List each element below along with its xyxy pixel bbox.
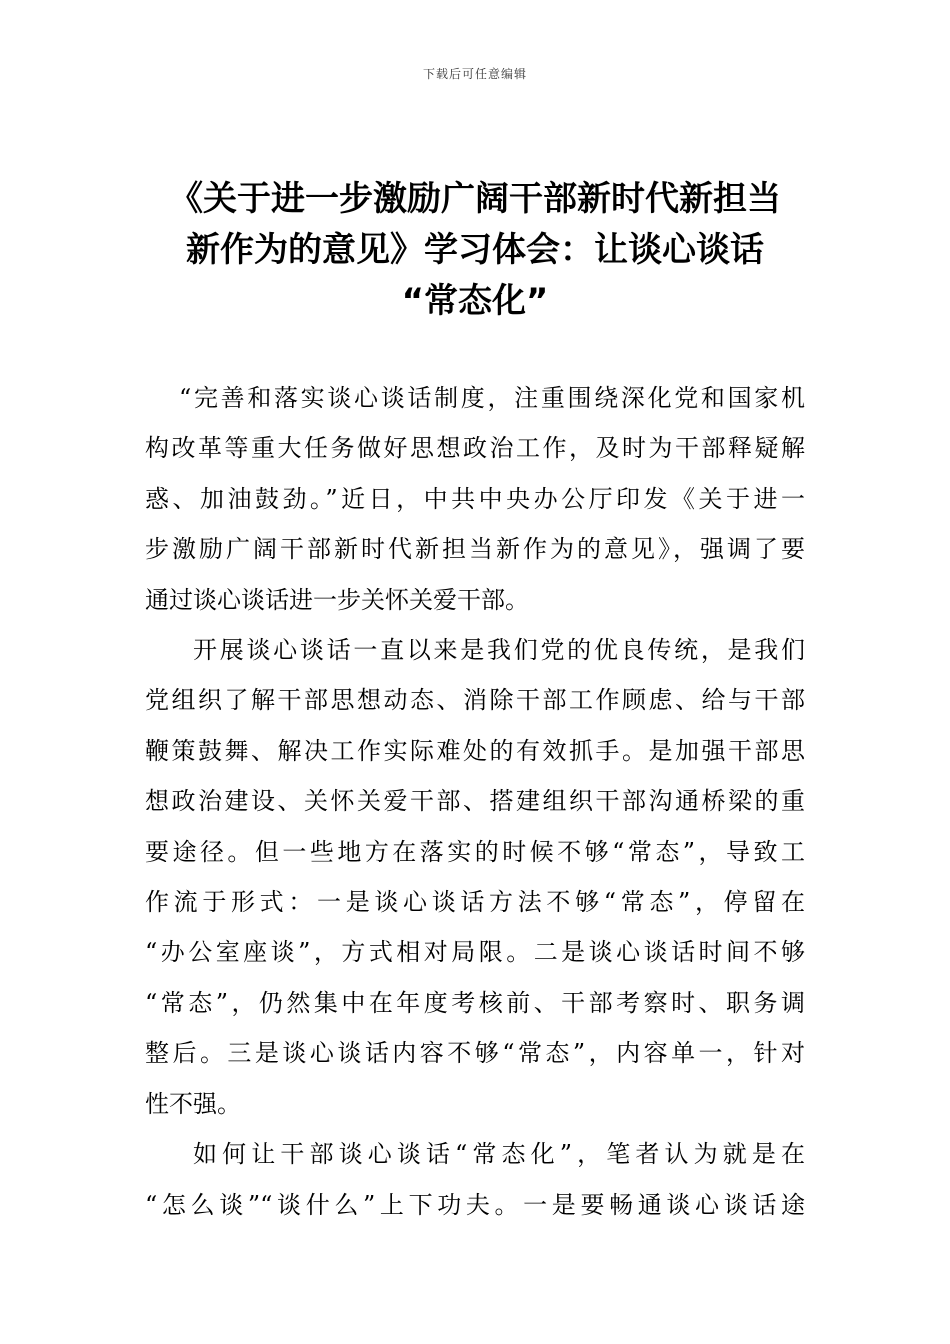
header-note: 下载后可任意编辑: [422, 67, 527, 81]
paragraph-line: 党组织了解干部思想动态、消除干部工作顾虑、给与干部: [145, 686, 805, 715]
paragraph-line: 整后。三是谈心谈话内容不够“常态”，内容单一，针对: [145, 1039, 805, 1068]
paragraph-line: 性不强。: [145, 1089, 241, 1118]
paragraph-line: 想政治建设、关怀关爱干部、搭建组织干部沟通桥梁的重: [145, 787, 805, 816]
title-line: 《关于进一步激励广阔干部新时代新担当: [169, 179, 781, 219]
paragraph-line: 鞭策鼓舞、解决工作实际难处的有效抓手。是加强干部思: [145, 736, 805, 765]
paragraph-line: “怎么谈”“谈什么”上下功夫。一是要畅通谈心谈话途: [145, 1190, 805, 1219]
paragraph-line: 要途径。但一些地方在落实的时候不够“常态”，导致工: [145, 837, 805, 866]
paragraph-line: “完善和落实谈心谈话制度，注重围绕深化党和国家机: [179, 384, 805, 412]
paragraph-line: 通过谈心谈话进一步关怀关爱干部。: [145, 585, 529, 614]
document-title: [130, 174, 820, 327]
paragraph-line: 步激励广阔干部新时代新担当新作为的意见》，强调了要: [145, 535, 805, 564]
paragraph-line: “办公室座谈”，方式相对局限。二是谈心谈话时间不够: [145, 938, 805, 967]
paragraph-1: [145, 373, 805, 625]
title-line: 新作为的意见》学习体会：让谈心谈话: [186, 230, 764, 270]
paragraph-line: 构改革等重大任务做好思想政治工作，及时为干部释疑解: [145, 434, 805, 463]
paragraph-line: 惑、加油鼓劲。”近日，中共中央办公厅印发《关于进一: [145, 484, 805, 513]
title-line: “常态化”: [401, 281, 549, 321]
paragraph-line: 开展谈心谈话一直以来是我们党的优良传统，是我们: [193, 636, 805, 665]
paragraph-line: “常态”，仍然集中在年度考核前、干部考察时、职务调: [145, 988, 805, 1017]
paragraph-line: 作流于形式：一是谈心谈话方法不够“常态”，停留在: [145, 888, 805, 917]
paragraph-3: [145, 1129, 805, 1230]
paragraph-2: [145, 625, 805, 1129]
paragraph-line: 如何让干部谈心谈话“常态化”，笔者认为就是在: [193, 1140, 805, 1169]
document-body: [145, 373, 805, 1230]
